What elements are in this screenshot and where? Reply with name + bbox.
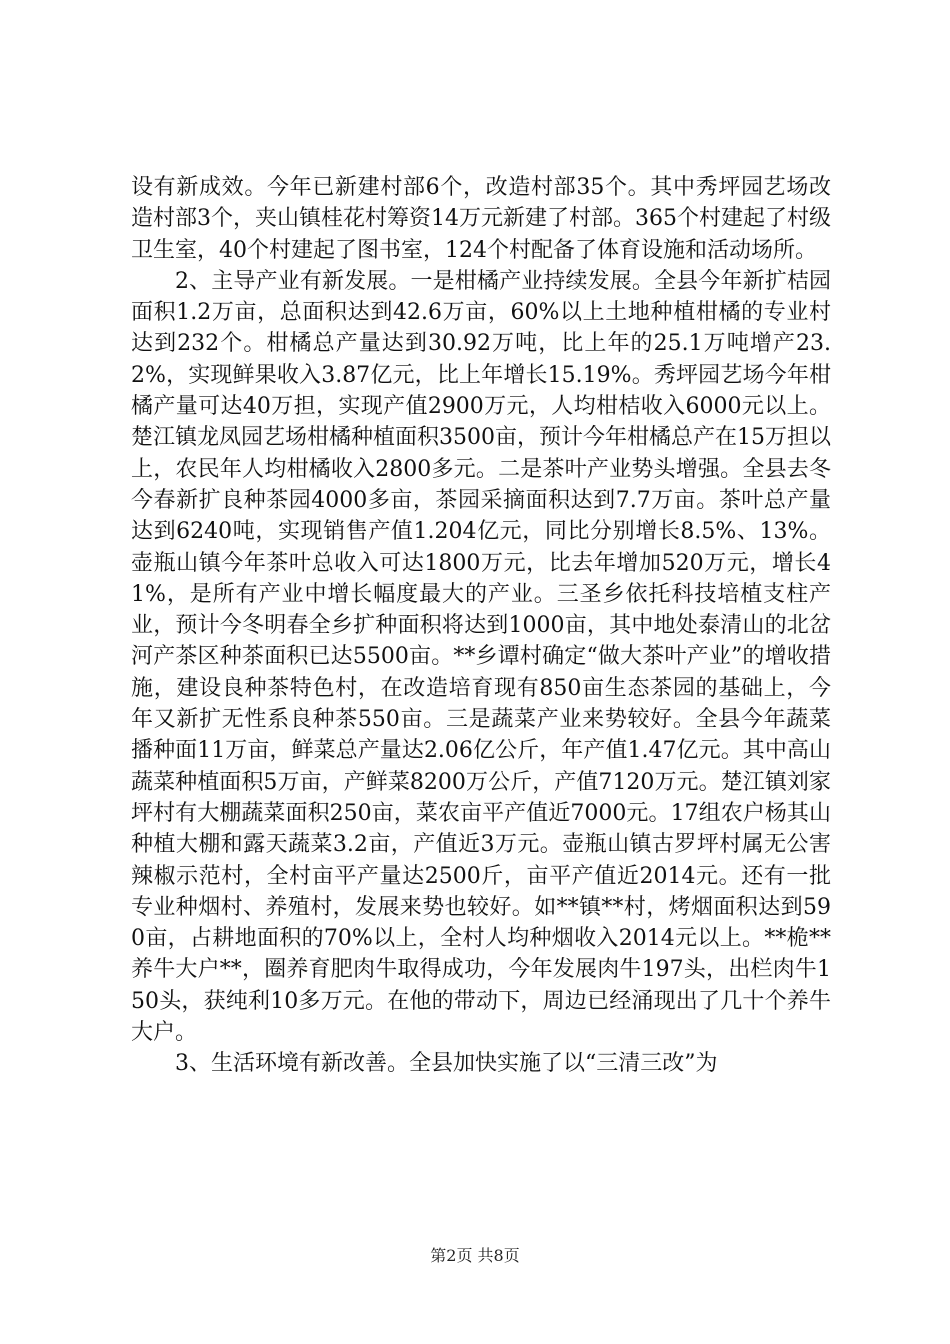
paragraph-living-environment: 3、生活环境有新改善。全县加快实施了以“三清三改”为 [175, 1051, 718, 1077]
page-number-footer: 第2页 共8页 [430, 1246, 520, 1265]
document-body [131, 172, 831, 1080]
paragraph-industry-development: 2、主导产业有新发展。一是柑橘产业持续发展。全县今年新扩桔园面积1.2万亩，总面积达到42.6万亩，60%以上土地种植柑橘的专业村达到232个。柑橘总产量达到30.92万吨，比上年的25.1万吨增产23.2%，实现鲜果收入3.87亿元，比上年增长15.19%。秀坪园艺场今年柑橘产量可达40万担，实现产值2900万元，人均柑桔收入6000元以上。楚江镇龙凤园艺场柑橘种植面积3500亩，预计今年柑橘总产在15万担以上，农民年人均柑橘收入2800多元。二是茶叶产业势头增强。全县去冬今春新扩良种茶园4000多亩，茶园采摘面积达到7.7万亩。茶叶总产量达到6240吨，实现销售产值1.204亿元，同比分别增长8.5%、13%。壶瓶山镇今年茶叶总收入可达1800万元，比去年增加520万元，增长41%，是所有产业中增长幅度最大的产业。三圣乡依托科技培植支柱产业，预计今冬明春全乡扩种面积将达到1000亩，其中地处泰清山的北岔河产茶区种茶面积已达5500亩。**乡谭村确定“做大茶叶产业”的增收措施，建设良种茶特色村，在改造培育现有850亩生态茶园的基础上，今年又新扩无性系良种茶550亩。三是蔬菜产业来势较好。全县今年蔬菜播种面11万亩，鲜菜总产量达2.06亿公斤，年产值1.47亿元。其中高山蔬菜种植面积5万亩，产鲜菜8200万公斤，产值7120万元。楚江镇刘家坪村有大棚蔬菜面积250亩，菜农亩平产值近7000元。17组农户杨其山种植大棚和露天蔬菜3.2亩，产值近3万元。壶瓶山镇古罗坪村属无公害辣椒示范村，全村亩平产量达2500斤，亩平产值近2014元。还有一批专业种烟村、养殖村，发展来势也较好。如**镇**村，烤烟面积达到590亩，占耕地面积的70%以上，全村人均种烟收入2014元以上。**桅**养牛大户**，圈养育肥肉牛取得成功，今年发展肉牛197头，出栏肉牛150头，获纯利10多万元。在他的带动下，周边已经涌现出了几十个养牛大户。 [131, 268, 831, 1046]
paragraph-continuation: 设有新成效。今年已新建村部6个，改造村部35个。其中秀坪园艺场改造村部3个，夹山镇桂花村筹资14万元新建了村部。365个村建起了村级卫生室，40个村建起了图书室，124个村配备了体育设施和活动场所。 [131, 175, 831, 263]
